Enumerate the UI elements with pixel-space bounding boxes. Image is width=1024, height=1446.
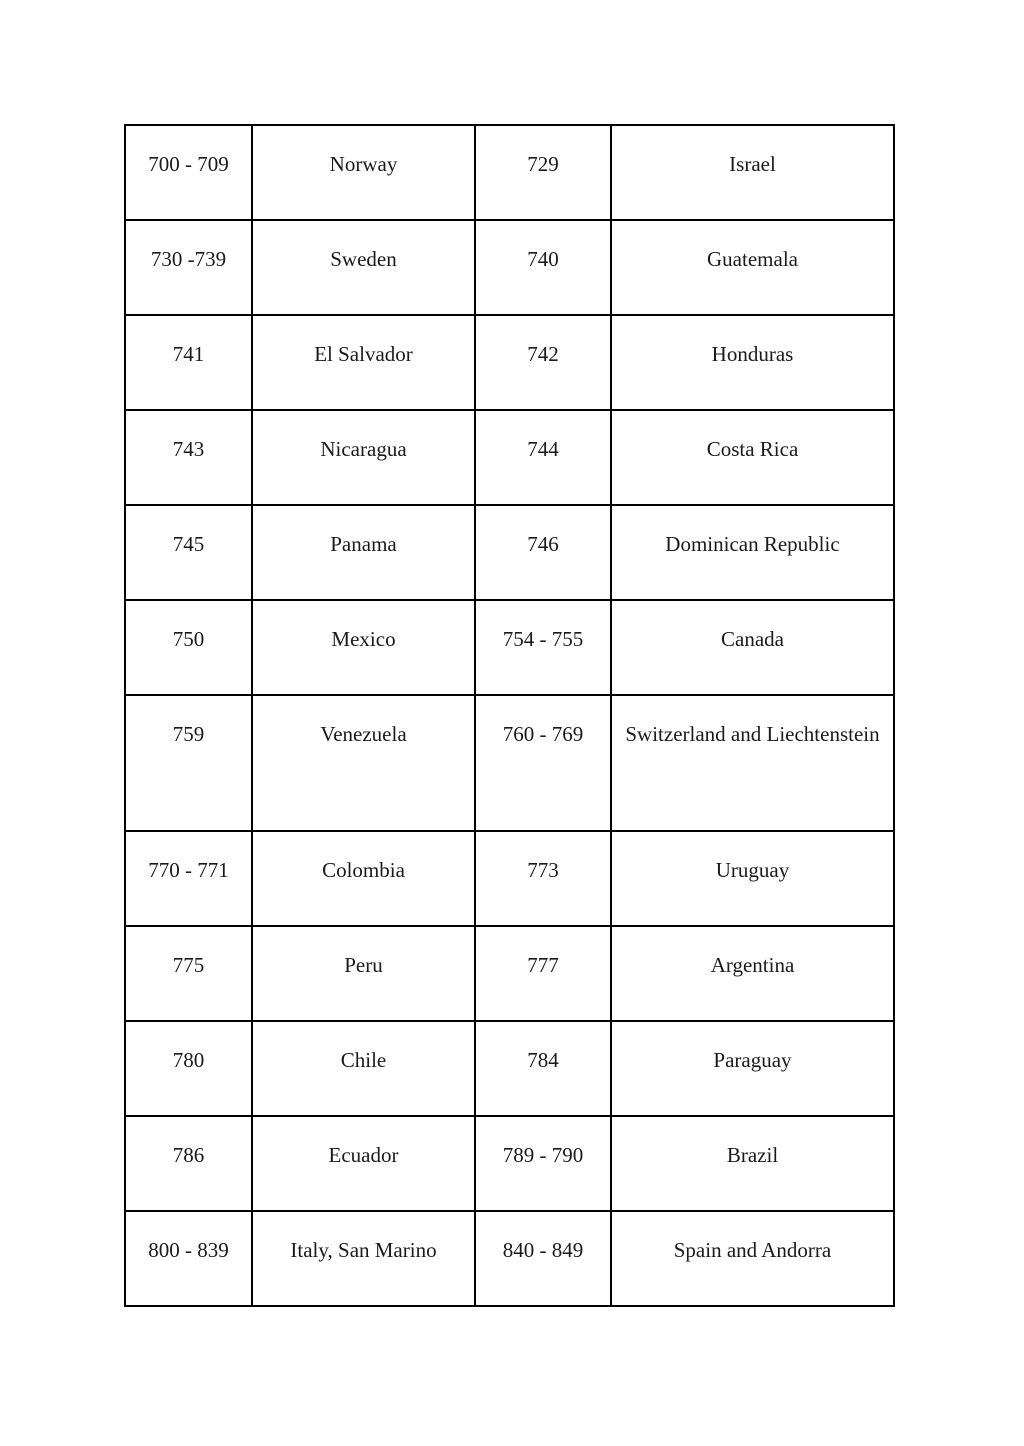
cell-text: 759 <box>172 722 205 746</box>
cell-text: Sweden <box>330 247 397 271</box>
code-range-cell <box>125 410 252 505</box>
table-row <box>125 695 894 831</box>
code-range-cell <box>475 315 611 410</box>
country-cell <box>611 1021 894 1116</box>
cell-text: Nicaragua <box>320 437 407 461</box>
code-range-cell <box>125 600 252 695</box>
code-range-cell <box>125 125 252 220</box>
cell-text: Italy, San Marino <box>290 1238 437 1262</box>
cell-text: 840 - 849 <box>502 1238 584 1262</box>
cell-text: Uruguay <box>715 858 790 882</box>
country-cell <box>252 1021 475 1116</box>
cell-text: Spain and Andorra <box>673 1238 832 1262</box>
cell-text: Guatemala <box>707 247 798 271</box>
cell-text: Dominican Republic <box>665 532 840 556</box>
code-range-cell <box>475 1211 611 1306</box>
code-range-cell <box>125 1021 252 1116</box>
cell-text: Israel <box>729 152 776 176</box>
country-cell <box>611 125 894 220</box>
country-cell <box>252 695 475 831</box>
cell-text: Paraguay <box>713 1048 792 1072</box>
table-row <box>125 125 894 220</box>
table-row <box>125 1211 894 1306</box>
table-row <box>125 1021 894 1116</box>
country-cell <box>252 125 475 220</box>
country-cell <box>611 600 894 695</box>
country-code-table <box>124 124 895 1307</box>
table-row <box>125 831 894 926</box>
code-range-cell <box>125 220 252 315</box>
country-cell <box>611 505 894 600</box>
cell-text: Colombia <box>322 858 405 882</box>
country-cell <box>252 410 475 505</box>
cell-text: 800 - 839 <box>148 1238 229 1262</box>
table-row <box>125 1116 894 1211</box>
cell-text: 743 <box>172 437 205 461</box>
code-range-cell <box>475 831 611 926</box>
cell-text: Switzerland and Liechtenstein <box>625 722 880 746</box>
cell-text: 786 <box>172 1143 205 1167</box>
table-row <box>125 315 894 410</box>
country-cell <box>611 831 894 926</box>
cell-text: 741 <box>172 342 205 366</box>
country-cell <box>611 695 894 831</box>
cell-text: 746 <box>527 532 559 556</box>
cell-text: 775 <box>172 953 205 977</box>
country-cell <box>252 1211 475 1306</box>
country-cell <box>252 926 475 1021</box>
country-cell <box>252 220 475 315</box>
cell-text: 784 <box>527 1048 559 1072</box>
country-cell <box>252 1116 475 1211</box>
table-row <box>125 220 894 315</box>
cell-text: 780 <box>172 1048 205 1072</box>
country-cell <box>611 410 894 505</box>
country-cell <box>252 505 475 600</box>
cell-text: Brazil <box>726 1143 779 1167</box>
country-cell <box>611 926 894 1021</box>
cell-text: 740 <box>527 247 559 271</box>
country-cell <box>252 831 475 926</box>
country-cell <box>252 600 475 695</box>
cell-text: 750 <box>172 627 205 651</box>
cell-text: Argentina <box>710 953 795 977</box>
code-range-cell <box>475 1021 611 1116</box>
code-range-cell <box>475 926 611 1021</box>
code-range-cell <box>475 125 611 220</box>
cell-text: El Salvador <box>314 342 413 366</box>
code-range-cell <box>125 1116 252 1211</box>
cell-text: Norway <box>329 152 398 176</box>
cell-text: 760 - 769 <box>502 722 584 746</box>
cell-text: Mexico <box>331 627 396 651</box>
cell-text: Venezuela <box>320 722 407 746</box>
cell-text: Panama <box>330 532 397 556</box>
cell-text: Honduras <box>711 342 794 366</box>
country-cell <box>611 315 894 410</box>
table-body <box>125 125 894 1306</box>
code-range-cell <box>125 926 252 1021</box>
cell-text: 754 - 755 <box>502 627 584 651</box>
code-range-cell <box>475 410 611 505</box>
cell-text: 770 - 771 <box>148 858 229 882</box>
cell-text: 729 <box>527 152 559 176</box>
code-range-cell <box>475 505 611 600</box>
cell-text: Canada <box>721 627 784 651</box>
code-range-cell <box>125 695 252 831</box>
code-range-cell <box>475 695 611 831</box>
cell-text: 700 - 709 <box>148 152 229 176</box>
table-row <box>125 505 894 600</box>
country-cell <box>252 315 475 410</box>
cell-text: Chile <box>340 1048 387 1072</box>
country-cell <box>611 220 894 315</box>
cell-text: 745 <box>172 532 205 556</box>
cell-text: Costa Rica <box>706 437 799 461</box>
code-range-cell <box>475 1116 611 1211</box>
cell-text: 730 -739 <box>150 247 227 271</box>
code-range-cell <box>125 505 252 600</box>
country-cell <box>611 1211 894 1306</box>
cell-text: 742 <box>527 342 559 366</box>
cell-text: 744 <box>527 437 559 461</box>
cell-text: Ecuador <box>328 1143 399 1167</box>
code-range-cell <box>475 600 611 695</box>
cell-text: 777 <box>527 953 559 977</box>
code-range-cell <box>125 1211 252 1306</box>
country-cell <box>611 1116 894 1211</box>
code-range-cell <box>475 220 611 315</box>
table-row <box>125 600 894 695</box>
table-row <box>125 926 894 1021</box>
table-row <box>125 410 894 505</box>
code-range-cell <box>125 831 252 926</box>
cell-text: 773 <box>527 858 559 882</box>
cell-text: Peru <box>344 953 383 977</box>
code-range-cell <box>125 315 252 410</box>
cell-text: 789 - 790 <box>502 1143 584 1167</box>
